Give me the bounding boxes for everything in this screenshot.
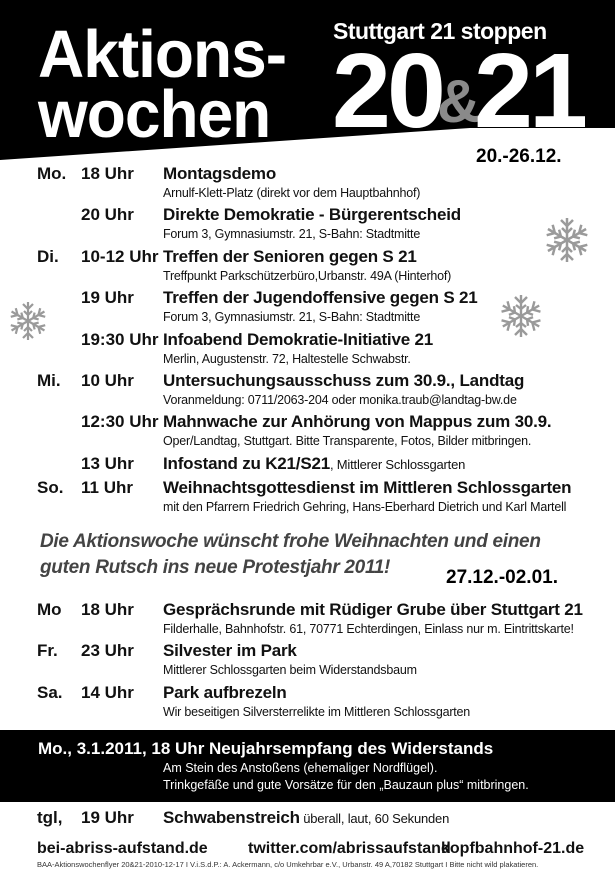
event-title: Park aufbrezeln: [163, 683, 287, 702]
event-time: 13 Uhr: [81, 454, 134, 473]
newyear-reception-box: [0, 730, 615, 802]
event-day: Fr.: [37, 641, 58, 660]
event-day: tgl,: [37, 808, 63, 827]
big-number-20: 20: [332, 32, 442, 150]
big-number-21: 21: [474, 32, 584, 150]
event-title-extra: , Mittlerer Schlossgarten: [329, 457, 466, 472]
event-title: [163, 808, 449, 828]
greeting-line-2: guten Rutsch ins neue Protestjahr 2011!: [40, 557, 391, 578]
event-time: 19 Uhr: [81, 288, 134, 307]
event-detail: Arnulf-Klett-Platz (direkt vor dem Hauptbahnhof): [163, 186, 421, 200]
event-title: Gesprächsrunde mit Rüdiger Grube über Stuttgart 21: [163, 600, 583, 619]
event-time: 19 Uhr: [81, 808, 134, 827]
event-time: 11 Uhr: [81, 478, 133, 497]
event-title: Infoabend Demokratie-Initiative 21: [163, 330, 433, 349]
event-title-text: Schwabenstreich: [163, 808, 300, 827]
event-detail: Forum 3, Gymnasiumstr. 21, S-Bahn: Stadtmitte: [163, 227, 421, 241]
event-detail: Filderhalle, Bahnhofstr. 61, 70771 Echterdingen, Einlass nur m. Eintrittskarte!: [163, 622, 574, 636]
event-detail: mit den Pfarrern Friedrich Gehring, Hans-Eberhard Dietrich und Karl Martell: [163, 500, 567, 514]
newyear-line-2: Trinkgefäße und gute Vorsätze für den „Bauzaun plus“ mitbringen.: [163, 778, 529, 792]
event-time: 19:30 Uhr: [81, 330, 159, 349]
title-line-2: wochen: [38, 76, 271, 152]
event-title: Direkte Demokratie - Bürgerentscheid: [163, 205, 461, 224]
header-band: [0, 0, 615, 160]
event-day: Di.: [37, 247, 59, 266]
event-day: Mi.: [37, 371, 61, 390]
twitter-link[interactable]: twitter.com/abrissaufstand: [248, 840, 451, 857]
event-title: Mahnwache zur Anhörung von Mappus zum 30.9.: [163, 412, 552, 431]
event-time: 18 Uhr: [81, 600, 134, 619]
newyear-line-1: Am Stein des Anstoßens (ehemaliger Nordflügel).: [163, 761, 438, 775]
date-range-week1: 20.-26.12.: [476, 146, 562, 167]
event-day: So.: [37, 478, 64, 497]
snowflake-icon: [543, 214, 591, 266]
event-title: Untersuchungsausschuss zum 30.9., Landtag: [163, 371, 525, 390]
event-detail: Voranmeldung: 0711/2063-204 oder monika.traub@landtag-bw.de: [163, 393, 517, 407]
event-time: 18 Uhr: [81, 164, 134, 183]
event-time: 14 Uhr: [81, 683, 134, 702]
snowflake-icon: [498, 291, 544, 341]
event-title: Montagsdemo: [163, 164, 277, 183]
event-detail: Mittlerer Schlossgarten beim Widerstandsbaum: [163, 663, 417, 677]
event-detail: Forum 3, Gymnasiumstr. 21, S-Bahn: Stadtmitte: [163, 310, 421, 324]
event-time: 23 Uhr: [81, 641, 134, 660]
event-detail: Merlin, Augustenstr. 72, Haltestelle Schwabstr.: [163, 352, 411, 366]
event-title-extra: überall, laut, 60 Sekunden: [299, 811, 450, 826]
greeting-line-1: Die Aktionswoche wünscht frohe Weihnachten und einen: [40, 531, 541, 552]
newyear-headline: Mo., 3.1.2011, 18 Uhr Neujahrsempfang des Widerstands: [38, 739, 494, 758]
event-detail: Wir beseitigen Silversterrelikte im Mittleren Schlossgarten: [163, 705, 471, 719]
event-time: 10-12 Uhr: [81, 247, 159, 266]
event-day: Mo: [37, 600, 62, 619]
title-line-1: Aktions-: [38, 16, 286, 92]
website-link-kopfbahnhof-21[interactable]: kopfbahnhof-21.de: [441, 840, 585, 857]
event-title: [163, 454, 465, 474]
event-day: Mo.: [37, 164, 67, 183]
event-time: 12:30 Uhr: [81, 412, 159, 431]
event-title: Treffen der Jugendoffensive gegen S 21: [163, 288, 478, 307]
event-detail: Treffpunkt Parkschützerbüro,Urbanstr. 49A (Hinterhof): [163, 269, 452, 283]
event-title: Silvester im Park: [163, 641, 297, 660]
website-link-bei-abriss-aufstand[interactable]: bei-abriss-aufstand.de: [37, 840, 208, 857]
event-title: Weihnachtsgottesdienst im Mittleren Schlossgarten: [163, 478, 572, 497]
event-time: 20 Uhr: [81, 205, 134, 224]
event-time: 10 Uhr: [81, 371, 134, 390]
event-detail: Oper/Landtag, Stuttgart. Bitte Transparente, Fotos, Bilder mitbringen.: [163, 434, 532, 448]
snowflake-icon: [8, 299, 48, 343]
event-day: Sa.: [37, 683, 63, 702]
date-range-week2: 27.12.-02.01.: [446, 567, 558, 588]
event-title: Treffen der Senioren gegen S 21: [163, 247, 417, 266]
subtitle: Stuttgart 21 stoppen: [333, 18, 547, 44]
imprint-text: BAA-Aktionswochenflyer 20&21-2010-12-17 I V.i.S.d.P.: A. Ackermann, c/o Umkehrbar e.V., Urbanstr. 49 A,70182 Stuttgart I Bitte nicht wild plakatieren.: [37, 860, 539, 869]
ampersand: &: [437, 68, 481, 135]
event-title-text: Infostand zu K21/S21: [163, 454, 330, 473]
